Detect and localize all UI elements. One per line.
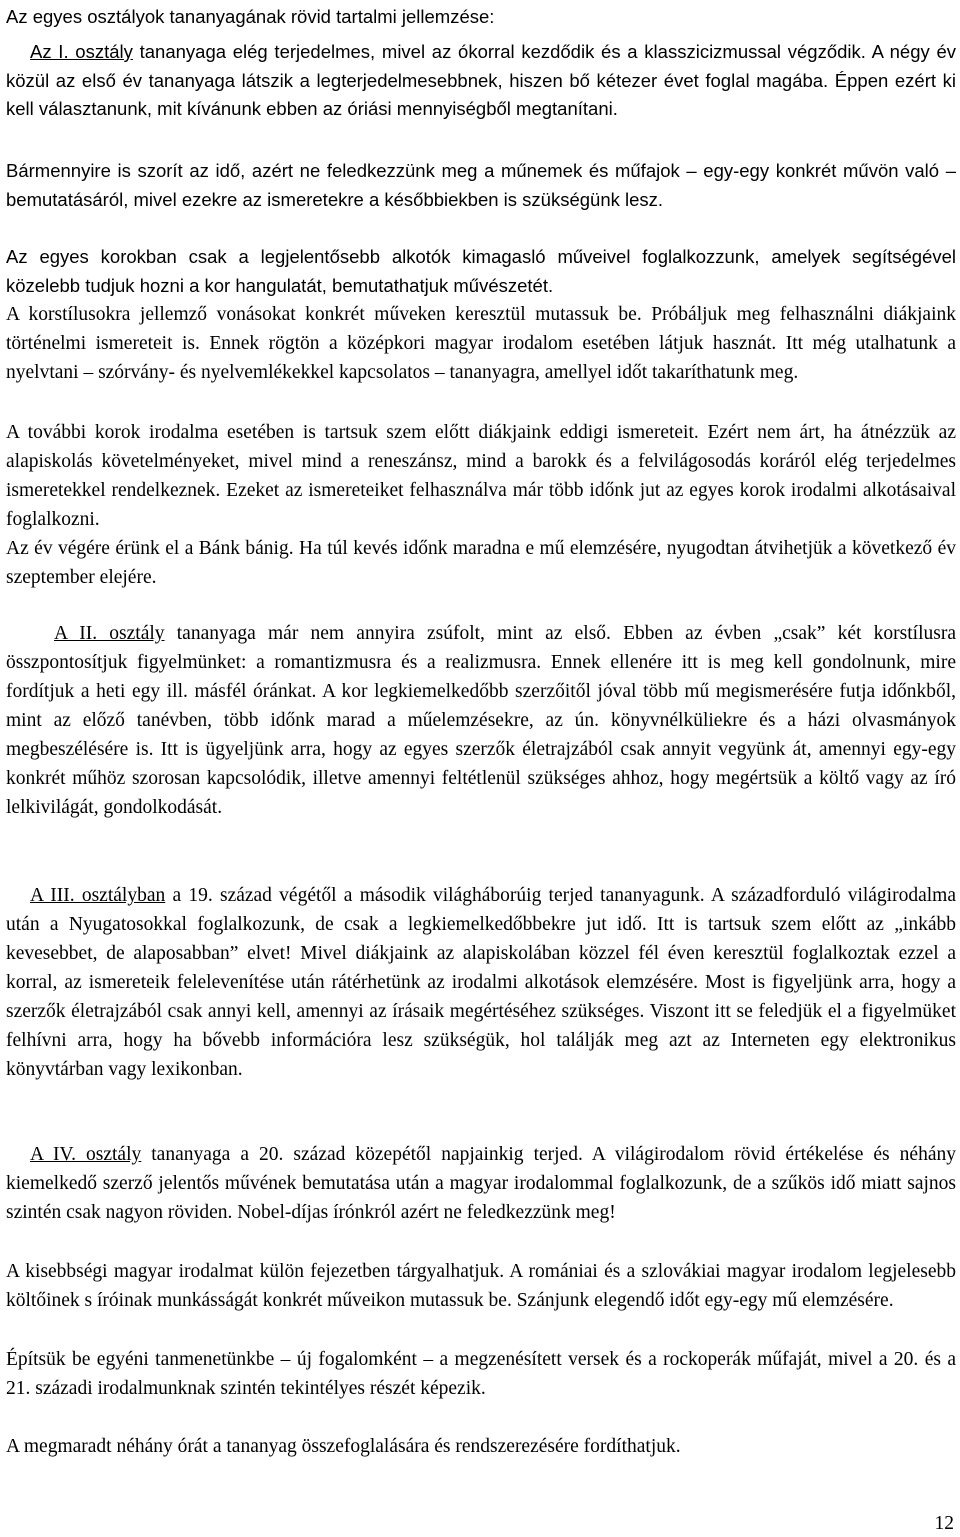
class1-paragraph-1: [6, 38, 956, 124]
class1-label: Az I. osztály: [30, 41, 133, 62]
class4-paragraph-4: A megmaradt néhány órát a tananyag összefoglalására és rendszerezésére fordíthatjuk.: [6, 1436, 681, 1457]
class4-label: A IV. osztály: [30, 1144, 142, 1165]
class1-paragraph-3: Az egyes korokban csak a legjelentősebb alkotók kimagasló műveivel foglalkozzunk, amelyek segítségével közelebb tudjuk hozni a kor hangulatát, bemutathatjuk művészetét.: [6, 246, 956, 296]
class3-label: A III. osztályban: [30, 885, 166, 906]
class3-paragraph: [6, 881, 956, 1084]
section-heading: Az egyes osztályok tananyagának rövid tartalmi jellemzése:: [6, 6, 495, 27]
class1-paragraph-6: Az év végére érünk el a Bánk bánig. Ha túl kevés időnk maradna e mű elemzésére, nyugodtan átvihetjük a következő év szeptember elejére.: [6, 538, 956, 588]
class3-text: a 19. század végétől a második világháborúig terjed tananyagunk. A századforduló világirodalma után a Nyugatosokkal foglalkozunk, de csak a legkiemelkedőbbekre jut idő. Itt is tartsuk szem előtt az „inkább kevesebbet, de alaposabban” elvet! Mivel diákjaink az alapiskolában közzel fél éven keresztül foglalkoztak ezzel a korral, az ismereteik felelevenítése után rátérhetünk az irodalmi alkotások elemzésére. Most is figyeljünk arra, hogy a szerzők életrajzából csak annyi kell, amennyi az írásaik megértéséhez szükséges. Viszont itt se feledjük el a figyelmüket felhívni arra, hogy ha bővebb információra lesz szükségük, hol találják meg azt az Interneten egy elektronikus könyvtárban vagy lexikonban.: [6, 885, 956, 1080]
class2-paragraph: [6, 619, 956, 822]
class4-p1-text: tananyaga a 20. század közepétől napjainkig terjed. A világirodalom rövid értékelése és néhány kiemelkedő szerző jelentős művének bemutatása után a magyar irodalommal foglalkozunk, de a szűkös idő miatt sajnos szintén csak nagyon röviden. Nobel-díjas írónkról azért ne feledkezzünk meg!: [6, 1144, 956, 1223]
class2-label: A II. osztály: [54, 623, 165, 644]
class1-paragraph-2: Bármennyire is szorít az idő, azért ne feledkezzünk meg a műnemek és műfajok – egy-egy konkrét művön való – bemutatásáról, mivel ezekre az ismeretekre a későbbiekben is szükségünk lesz.: [6, 160, 956, 210]
class4-paragraph-3: Építsük be egyéni tanmenetünkbe – új fogalomként – a megzenésített versek és a rockoperák műfaját, mivel a 20. és a 21. századi irodalmunknak szintén tekintélyes részét képezik.: [6, 1349, 956, 1399]
class1-paragraph-4: A korstílusokra jellemző vonásokat konkrét műveken keresztül mutassuk be. Próbáljuk meg felhasználni diákjaink történelmi ismereteit is. Ennek rögtön a középkori magyar irodalom esetében látjuk hasznát. Itt még utalhatunk a nyelvtani – szórvány- és nyelvemlékekkel kapcsolatos – tananyagra, amellyel időt takaríthatunk meg.: [6, 304, 956, 383]
class2-text: tananyaga már nem annyira zsúfolt, mint az első. Ebben az évben „csak” két korstílusra összpontosítjuk figyelmünket: a romantizmusra és a realizmusra. Ennek ellenére itt is meg kell gondolnunk, mire fordítjuk a heti egy ill. másfél óránkat. A kor legkiemelkedőbb szerzőitől jóval több mű megismerésére futja időnkből, mint az előző tanévben, több időnk marad a műelemzésekre, az ún. könyvnélküliekre és a házi olvasmányok megbeszélésére is. Itt is ügyeljünk arra, hogy az egyes szerzők életrajzából csak annyit vegyünk át, amennyi egy-egy konkrét műhöz szorosan kapcsolódik, illetve amennyi feltétlenül szükséges ahhoz, hogy megértsük a költő vagy az író lelkivilágát, gondolkodását.: [6, 623, 956, 818]
class1-paragraph-5: A további korok irodalma esetében is tartsuk szem előtt diákjaink eddigi ismereteit. Ezért nem árt, ha átnézzük az alapiskolás követelményeket, mivel mind a reneszánsz, mind a barokk és a felvilágosodás koráról elég terjedelmes ismeretekkel rendelkeznek. Ezeket az ismereteiket felhasználva már több időnk jut az egyes korok irodalmi alkotásaival foglalkozni.: [6, 422, 956, 530]
page-number: 12: [934, 1513, 954, 1534]
class1-p1-text: tananyaga elég terjedelmes, mivel az ókorral kezdődik és a klasszicizmussal végződik. A négy év közül az első év tananyaga látszik a legterjedelmesebbnek, hiszen bő kétezer évet foglal magába. Éppen ezért ki kell választanunk, mit kívánunk ebben az óriási mennyiségből megtanítani.: [6, 41, 956, 119]
class4-paragraph-1: [6, 1140, 956, 1227]
class4-paragraph-2: A kisebbségi magyar irodalmat külön fejezetben tárgyalhatjuk. A romániai és a szlovákiai magyar irodalom legjelesebb költőinek s íróinak munkásságát konkrét műveikon mutassuk be. Szánjunk elegendő időt egy-egy mű elemzésére.: [6, 1261, 956, 1311]
